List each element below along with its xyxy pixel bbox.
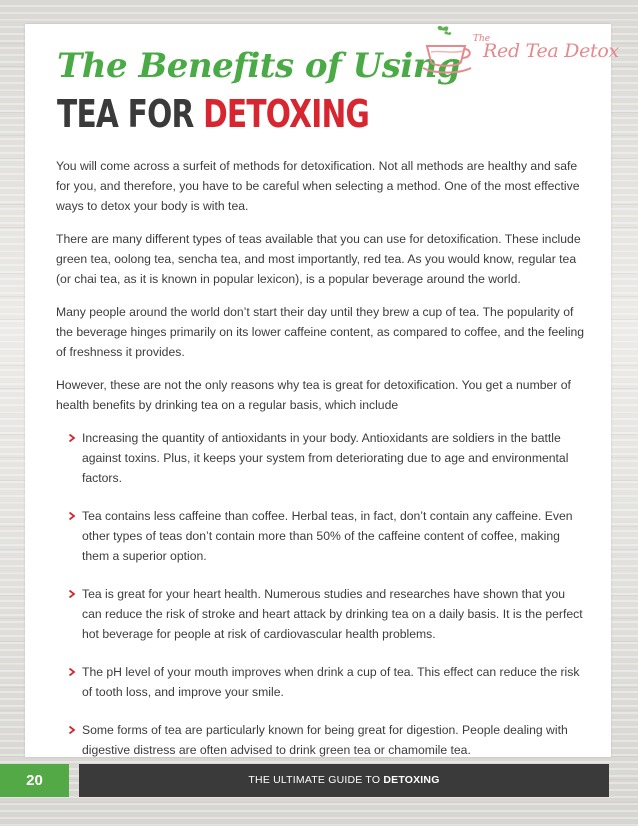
logo-the: The	[473, 34, 491, 44]
footer-bar	[79, 764, 609, 797]
page-card	[25, 24, 619, 757]
list-item	[68, 428, 586, 488]
page-title	[57, 92, 369, 136]
list-item	[68, 662, 586, 702]
paragraph: However, these are not the only reasons why tea is great for detoxification. You get a number of health benefits by drinking tea on a regular basis, which include	[56, 378, 571, 412]
chevron-right-icon	[68, 434, 76, 442]
brand-logo	[417, 24, 619, 80]
title-script: The Benefits of Using	[57, 46, 461, 86]
list-item-text: Tea contains less caffeine than coffee. Herbal teas, in fact, don’t contain any caffeine. Even other types of teas don’t contain more than 50% of the caffeine content of coffee, making them a superior option.	[82, 509, 573, 563]
list-item	[68, 720, 586, 760]
page-footer	[0, 764, 638, 797]
list-item-text: Increasing the quantity of antioxidants in your body. Antioxidants are soldiers in the battle against toxins. Plus, it keeps your system from deteriorating due to age and environmental factors.	[82, 431, 569, 485]
article-body	[56, 156, 586, 778]
chevron-right-icon	[68, 590, 76, 598]
list-item-text: The pH level of your mouth improves when drink a cup of tea. This effect can reduce the risk of tooth loss, and improve your smile.	[82, 665, 580, 699]
paragraph: There are many different types of teas available that you can use for detoxification. These include green tea, oolong tea, sencha tea, and most importantly, red tea. As you would know, regular tea (or chai tea, as it is known in popular lexicon), is a popular beverage around the world.	[56, 232, 581, 286]
footer-guide-prefix: THE ULTIMATE GUIDE TO	[248, 774, 381, 786]
paragraph: Many people around the world don’t start their day until they brew a cup of tea. The popularity of the beverage hinges primarily on its lower caffeine content, as compared to coffee, and the feeling of freshness it provides.	[56, 305, 584, 359]
chevron-right-icon	[68, 726, 76, 734]
title-red: DETOXING	[203, 92, 370, 136]
benefits-list	[68, 428, 586, 760]
paragraph: You will come across a surfeit of methods for detoxification. Not all methods are healthy and safe for you, and therefore, you have to be careful when selecting a method. One of the most effective ways to detox your body is with tea.	[56, 159, 580, 213]
teacup-icon	[417, 24, 477, 76]
list-item-text: Some forms of tea are particularly known for being great for digestion. People dealing with digestive distress are often advised to drink green tea or chamomile tea.	[82, 723, 568, 757]
list-item	[68, 584, 586, 644]
list-item-text: Tea is great for your heart health. Numerous studies and researches have shown that you can reduce the risk of stroke and heart attack by drinking tea on a daily basis. It is the perfect hot beverage for people at risk of cardiovascular health problems.	[82, 587, 583, 641]
title-dark: TEA FOR	[57, 92, 194, 136]
list-item	[68, 506, 586, 566]
page-number: 20	[0, 764, 69, 797]
footer-guide-bold: DETOXING	[383, 774, 440, 786]
chevron-right-icon	[68, 512, 76, 520]
logo-name: Red Tea Detox	[483, 40, 619, 62]
chevron-right-icon	[68, 668, 76, 676]
